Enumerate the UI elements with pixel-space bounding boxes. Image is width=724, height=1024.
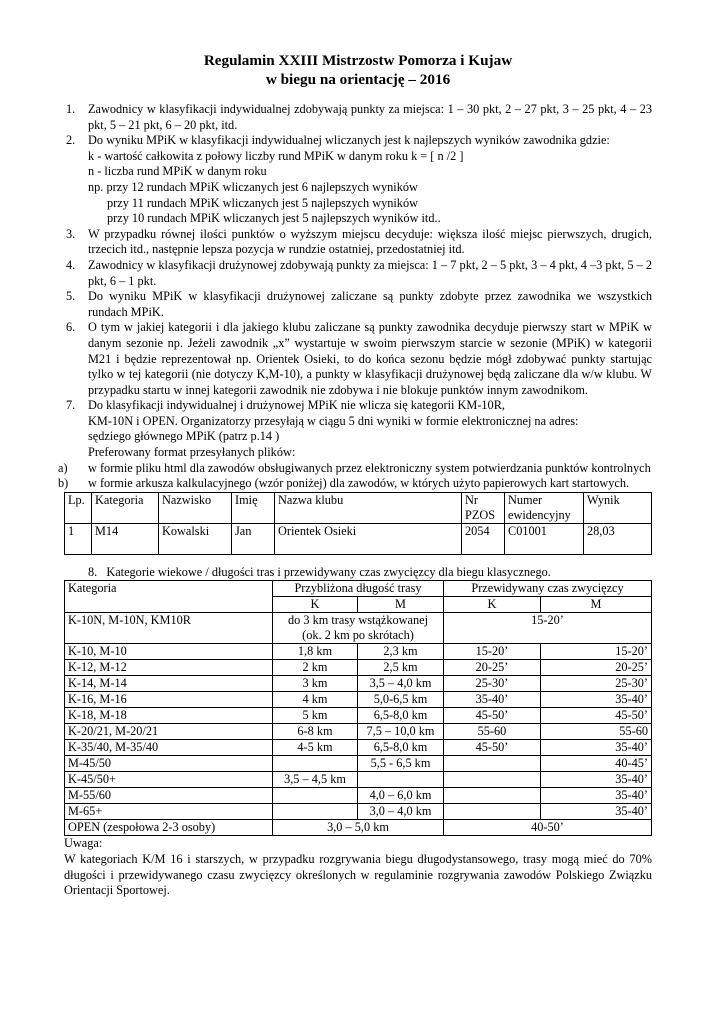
- rule-2-example-10: przy 10 rundach MPiK wliczanych jest 5 najlepszych wyników itd..: [107, 211, 441, 226]
- table-cell: 2054: [462, 523, 505, 554]
- table-row: [65, 644, 652, 660]
- rule-text: Zawodnicy w klasyfikacji indywidualnej zdobywają punkty za miejsca: 1 – 30 pkt, 2 – 27 pkt, 3 – 25 pkt, 4 – 23 pkt, 5 – 21 pkt, 6 – 20 pkt, itd.: [88, 102, 652, 132]
- length-m-cell: 4,0 – 6,0 km: [358, 788, 444, 804]
- table-cell: M14: [92, 523, 159, 554]
- length-k-cell: 4-5 km: [273, 740, 358, 756]
- rule-number: 6.: [66, 320, 76, 335]
- length-k-cell: 3 km: [273, 676, 358, 692]
- category-cell: K-18, M-18: [65, 708, 273, 724]
- length-m-cell: 5,5 - 6,5 km: [358, 756, 444, 772]
- category-cell: M-55/60: [65, 788, 273, 804]
- table-row: [65, 804, 652, 820]
- format-label: b): [58, 476, 69, 491]
- header-time-k: K: [444, 597, 541, 613]
- format-text: w formie pliku html dla zawodów obsługiwanych przez elektroniczny system potwierdzania punktów kontrolnych: [88, 460, 651, 475]
- length-k-cell: 1,8 km: [273, 644, 358, 660]
- rule-1: [64, 102, 652, 133]
- rule-7-line-4: Preferowany format przesyłanych plików:: [88, 445, 296, 460]
- length-cell: [273, 613, 444, 644]
- category-table: [64, 580, 652, 836]
- time-m-cell: 45-50’: [541, 708, 652, 724]
- note-block: [64, 836, 652, 898]
- rule-number: 3.: [66, 226, 76, 241]
- rule-number: 5.: [66, 289, 76, 304]
- table-row: [65, 613, 652, 644]
- table-cell: Jan: [232, 523, 275, 554]
- rule-7: [64, 398, 652, 460]
- category-cell: K-10, M-10: [65, 644, 273, 660]
- length-m-cell: 2,5 km: [358, 660, 444, 676]
- rule-7-line-3: sędziego głównego MPiK (patrz p.14 ): [88, 429, 280, 444]
- rule-text: Zawodnicy w klasyfikacji drużynowej zdobywają punkty za miejsca: 1 – 7 pkt, 2 – 5 pkt, 3 – 4 pkt, 4 –3 pkt, 5 – 2 pkt, 6 – 1 pkt.: [88, 257, 652, 288]
- time-k-cell: 45-50’: [444, 740, 541, 756]
- example-results-table: [64, 492, 652, 555]
- time-m-cell: 35-40’: [541, 740, 652, 756]
- header-cell: Wynik: [584, 492, 652, 523]
- time-k-cell: 55-60: [444, 724, 541, 740]
- length-k-cell: 5 km: [273, 708, 358, 724]
- header-category: Kategoria: [65, 581, 273, 613]
- category-cell: K-45/50+: [65, 772, 273, 788]
- time-cell: 15-20’: [444, 613, 652, 644]
- header-time: Przewidywany czas zwycięzcy: [444, 581, 652, 597]
- section-8-heading: [64, 565, 652, 581]
- length-line-1: do 3 km trasy wstążkowanej: [287, 613, 428, 628]
- table-cell: 1: [65, 523, 92, 554]
- category-cell: M-65+: [65, 804, 273, 820]
- length-m-cell: 5,0-6,5 km: [358, 692, 444, 708]
- table-row: [65, 772, 652, 788]
- header-cell: Numer ewidencyjny: [505, 492, 584, 523]
- header-cell: Nazwa klubu: [275, 492, 462, 523]
- rule-2-k-definition: k - wartość całkowita z połowy liczby rund MPiK w danym roku k = [ n /2 ]: [88, 148, 464, 163]
- document-page: [58, 52, 652, 899]
- note-label: Uwaga:: [64, 836, 103, 851]
- table-row: [65, 676, 652, 692]
- time-m-cell: 15-20’: [541, 644, 652, 660]
- note-text: W kategoriach K/M 16 i starszych, w przypadku rozgrywania biegu długodystansowego, trasy mogą mieć do 70% długości i przewidywanego czasu zwycięzcy określonych w regulaminie rozgrywania zawodów Polskiego Związku Orientacji Sportowej.: [64, 852, 652, 898]
- category-cell: K-16, M-16: [65, 692, 273, 708]
- header-length: Przybliżona długość trasy: [273, 581, 444, 597]
- rule-number: 4.: [66, 257, 76, 272]
- time-k-cell: [444, 756, 541, 772]
- length-cell: 3,0 – 5,0 km: [273, 820, 444, 836]
- length-k-cell: [273, 804, 358, 820]
- length-m-cell: [358, 772, 444, 788]
- length-k-cell: 6-8 km: [273, 724, 358, 740]
- table-row: [65, 660, 652, 676]
- format-b: [58, 476, 652, 492]
- title-line-1: Regulamin XXIII Mistrzostw Pomorza i Kujaw: [203, 52, 513, 69]
- table-header-row: [65, 492, 652, 523]
- time-m-cell: 35-40’: [541, 804, 652, 820]
- rule-7-line-2: KM-10N i OPEN. Organizatorzy przesyłają w ciągu 5 dni wyniki w formie elektronicznej na adres:: [88, 413, 579, 428]
- header-length-m: M: [358, 597, 444, 613]
- header-cell: Nazwisko: [159, 492, 232, 523]
- table-row: [65, 788, 652, 804]
- header-cell: Nr PZOS: [462, 492, 505, 523]
- time-k-cell: 25-30’: [444, 676, 541, 692]
- length-k-cell: 2 km: [273, 660, 358, 676]
- time-m-cell: 35-40’: [541, 788, 652, 804]
- table-cell: 28,03: [584, 523, 652, 554]
- table-row: [65, 708, 652, 724]
- rule-text: Do wyniku MPiK w klasyfikacji indywidualnej wliczanych jest k najlepszych wyników zawodnika gdzie:: [88, 133, 610, 148]
- category-cell: K-10N, M-10N, KM10R: [65, 613, 273, 644]
- header-time-m: M: [541, 597, 652, 613]
- table-cell: C01001: [505, 523, 584, 554]
- length-line-2: (ok. 2 km po skrótach): [302, 628, 414, 643]
- time-m-cell: 35-40’: [541, 772, 652, 788]
- table-row: [65, 820, 652, 836]
- format-label: a): [58, 460, 68, 475]
- category-header-row: [65, 581, 652, 597]
- document-title: [64, 52, 652, 89]
- header-cell: Kategoria: [92, 492, 159, 523]
- length-k-cell: [273, 756, 358, 772]
- table-row: [65, 692, 652, 708]
- time-m-cell: 55-60: [541, 724, 652, 740]
- time-k-cell: [444, 772, 541, 788]
- time-k-cell: 15-20’: [444, 644, 541, 660]
- time-m-cell: 20-25’: [541, 660, 652, 676]
- rule-6: [64, 320, 652, 398]
- time-cell: 40-50’: [444, 820, 652, 836]
- length-m-cell: 6,5-8,0 km: [358, 740, 444, 756]
- format-a: [58, 460, 652, 477]
- table-cell: Orientek Osieki: [275, 523, 462, 554]
- section-text: Kategorie wiekowe / długości tras i przewidywany czas zwycięzcy dla biegu klasycznego.: [106, 564, 551, 579]
- table-row: [65, 523, 652, 554]
- rule-text: Do klasyfikacji indywidualnej i drużynowej MPiK nie wlicza się kategorii KM-10R,: [88, 398, 505, 413]
- length-m-cell: 7,5 – 10,0 km: [358, 724, 444, 740]
- length-m-cell: 3,0 – 4,0 km: [358, 804, 444, 820]
- category-cell: M-45/50: [65, 756, 273, 772]
- length-m-cell: 3,5 – 4,0 km: [358, 676, 444, 692]
- length-k-cell: 3,5 – 4,5 km: [273, 772, 358, 788]
- rule-text: W przypadku równej ilości punktów o wyższym miejscu decyduje: większa ilość miejsc pierwszych, drugich, trzecich itd., następnie lepsza pozycja w rundzie ostatniej, przedostatniej itd.: [88, 226, 652, 257]
- time-m-cell: 40-45’: [541, 756, 652, 772]
- category-cell: K-12, M-12: [65, 660, 273, 676]
- table-cell: Kowalski: [159, 523, 232, 554]
- time-k-cell: 35-40’: [444, 692, 541, 708]
- length-k-cell: [273, 788, 358, 804]
- rule-number: 2.: [66, 133, 76, 148]
- time-k-cell: [444, 804, 541, 820]
- time-k-cell: [444, 788, 541, 804]
- table-row: [65, 740, 652, 756]
- table-row: [65, 756, 652, 772]
- time-m-cell: 25-30’: [541, 676, 652, 692]
- length-m-cell: 6,5-8,0 km: [358, 708, 444, 724]
- header-cell: Lp.: [65, 492, 92, 523]
- header-length-k: K: [273, 597, 358, 613]
- header-cell: Imię: [232, 492, 275, 523]
- rule-number: 7.: [66, 398, 76, 413]
- time-m-cell: 35-40’: [541, 692, 652, 708]
- rule-2-n-definition: n - liczba rund MPiK w danym roku: [88, 164, 267, 179]
- section-number: 8.: [88, 564, 98, 579]
- format-text: w formie arkusza kalkulacyjnego (wzór poniżej) dla zawodów, w których użyto papierowych kart startowych.: [88, 476, 630, 491]
- rule-3: [64, 227, 652, 258]
- length-k-cell: 4 km: [273, 692, 358, 708]
- rule-4: [64, 258, 652, 289]
- rule-2-example-12: np. przy 12 rundach MPiK wliczanych jest 6 najlepszych wyników: [88, 179, 418, 194]
- rule-text: Do wyniku MPiK w klasyfikacji drużynowej zaliczane są punkty zdobyte przez zawodnika we wszystkich rundach MPiK.: [88, 289, 652, 319]
- category-cell: K-14, M-14: [65, 676, 273, 692]
- rule-number: 1.: [66, 102, 76, 116]
- category-cell: K-35/40, M-35/40: [65, 740, 273, 756]
- rule-2-example-11: przy 11 rundach MPiK wliczanych jest 5 najlepszych wyników: [107, 195, 418, 210]
- category-cell: OPEN (zespołowa 2-3 osoby): [65, 820, 273, 836]
- time-k-cell: 45-50’: [444, 708, 541, 724]
- rule-2: [64, 133, 652, 227]
- rule-text: O tym w jakiej kategorii i dla jakiego klubu zaliczane są punkty zawodnika decyduje pierwszy start w MPiK w danym sezonie np. Jeżeli zawodnik „x” wystartuje w swoim pierwszym starcie w sezonie (MPiK) w kategorii M21 i będzie reprezentował np. Orientek Osieki, to do końca sezonu będzie mógł zdobywać punkty startując tylko w tej kategorii (nie dotyczy K,M-10), a punkty w klasyfikacji drużynowej będą zaliczane dla w/w klubu. W przypadku startu w innej kategorii zawodnik nie zdobywa i nie blokuje punktów innym zawodnikom.: [88, 320, 652, 397]
- time-k-cell: 20-25’: [444, 660, 541, 676]
- category-cell: K-20/21, M-20/21: [65, 724, 273, 740]
- table-row: [65, 724, 652, 740]
- length-m-cell: 2,3 km: [358, 644, 444, 660]
- rule-5: [64, 289, 652, 320]
- title-line-2: w biegu na orientację – 2016: [265, 70, 451, 88]
